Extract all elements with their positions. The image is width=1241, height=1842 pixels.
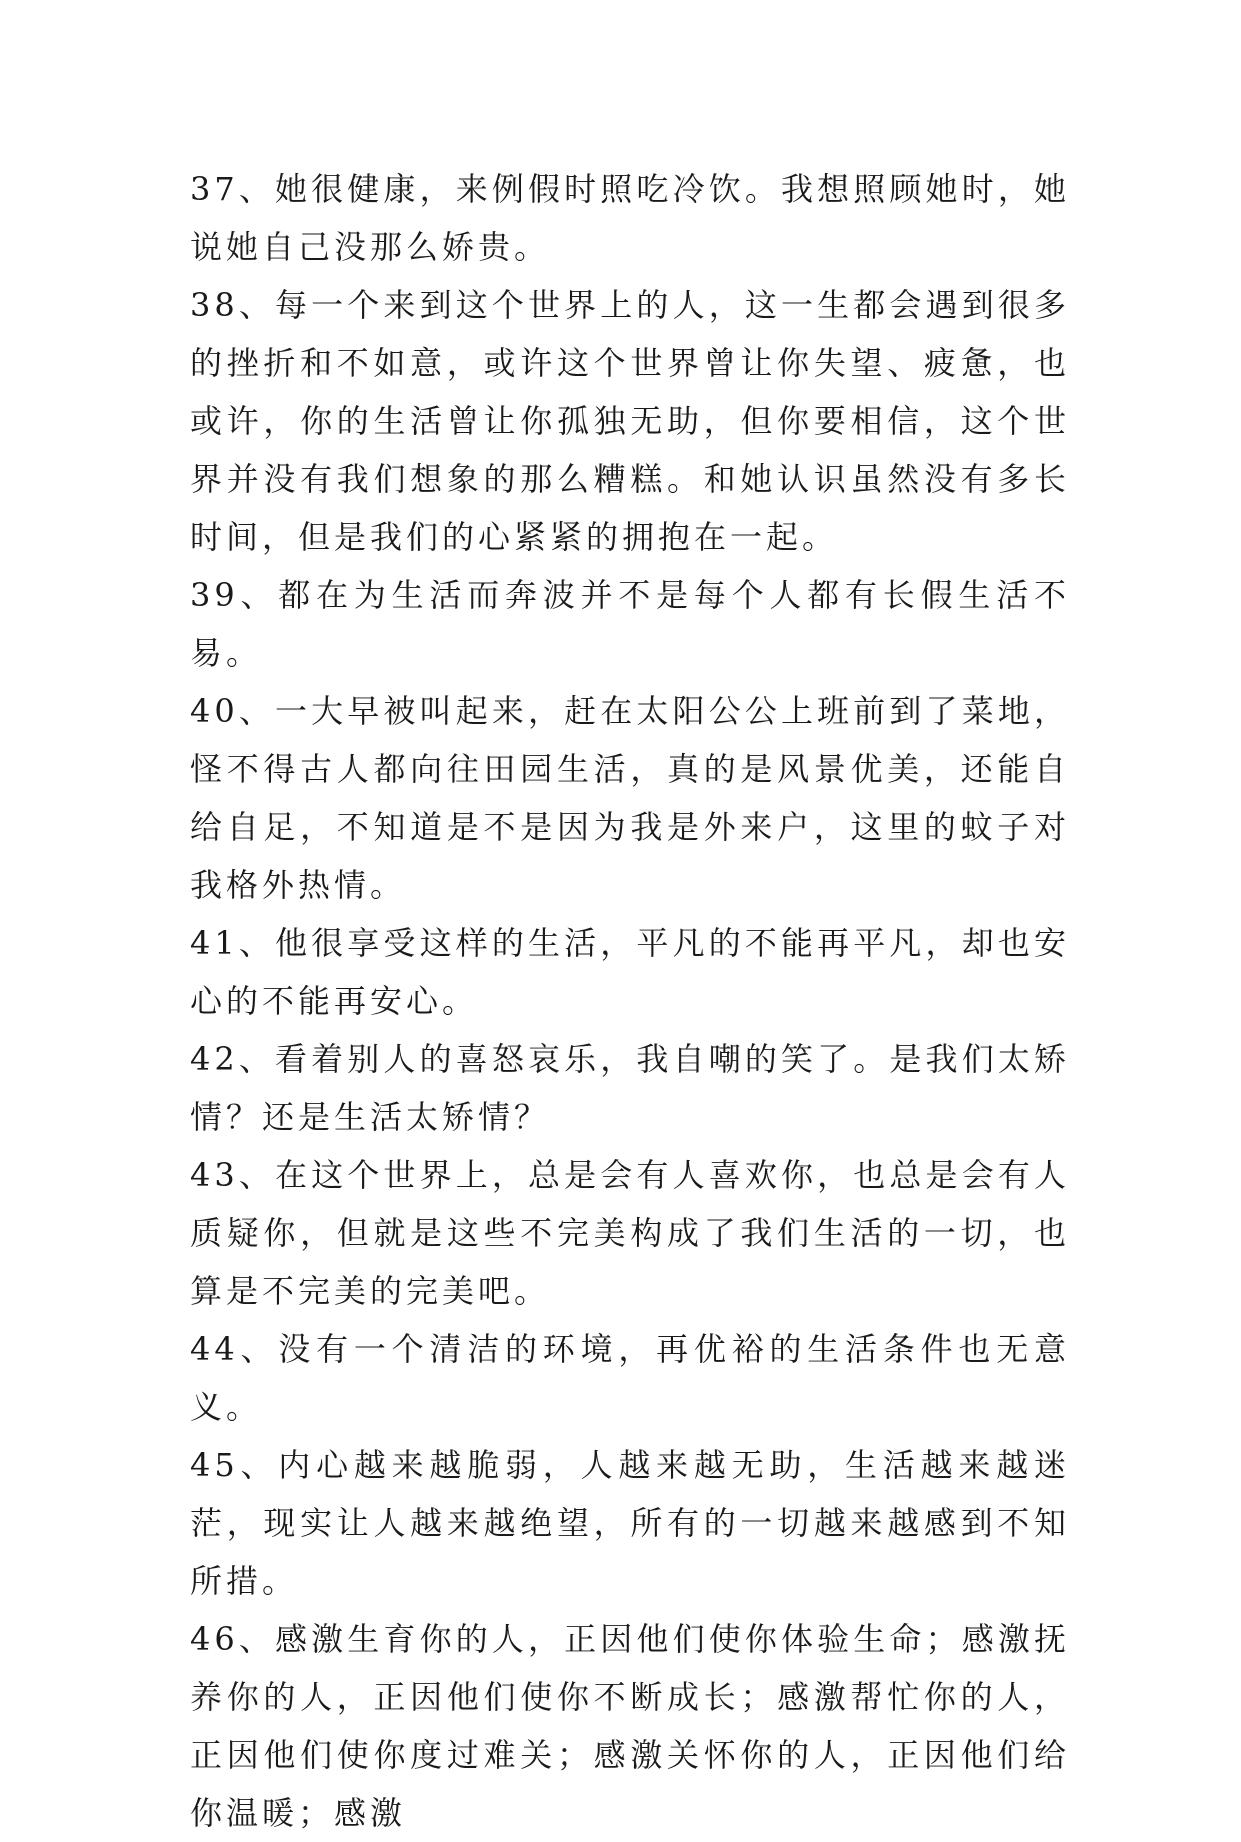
paragraph-45: 45、内心越来越脆弱，人越来越无助，生活越来越迷茫，现实让人越来越绝望，所有的一切越来越感到不知所措。 — [190, 1446, 1070, 1600]
paragraph-41: 41、他很享受这样的生活，平凡的不能再平凡，却也安心的不能再安心。 — [190, 924, 1070, 1020]
paragraph-44: 44、没有一个清洁的环境，再优裕的生活条件也无意义。 — [190, 1330, 1070, 1426]
paragraph-46: 46、感激生育你的人，正因他们使你体验生命；感激抚养你的人，正因他们使你不断成长；感激帮忙你的人，正因他们使你度过难关；感激关怀你的人，正因他们给你温暖；感激 — [190, 1620, 1070, 1832]
paragraph-39: 39、都在为生活而奔波并不是每个人都有长假生活不易。 — [190, 576, 1070, 672]
paragraph-38: 38、每一个来到这个世界上的人，这一生都会遇到很多的挫折和不如意，或许这个世界曾让你失望、疲惫，也或许，你的生活曾让你孤独无助，但你要相信，这个世界并没有我们想象的那么糟糕。和她认识虽然没有多长时间，但是我们的心紧紧的拥抱在一起。 — [190, 286, 1070, 556]
paragraph-40: 40、一大早被叫起来，赶在太阳公公上班前到了菜地，怪不得古人都向往田园生活，真的是风景优美，还能自给自足，不知道是不是因为我是外来户，这里的蚊子对我格外热情。 — [190, 692, 1070, 904]
document-body — [190, 160, 1070, 1842]
paragraph-43: 43、在这个世界上，总是会有人喜欢你，也总是会有人质疑你，但就是这些不完美构成了我们生活的一切，也算是不完美的完美吧。 — [190, 1156, 1070, 1310]
paragraph-42: 42、看着别人的喜怒哀乐，我自嘲的笑了。是我们太矫情？还是生活太矫情？ — [190, 1040, 1070, 1136]
paragraph-37: 37、她很健康，来例假时照吃冷饮。我想照顾她时，她说她自己没那么娇贵。 — [190, 170, 1070, 266]
